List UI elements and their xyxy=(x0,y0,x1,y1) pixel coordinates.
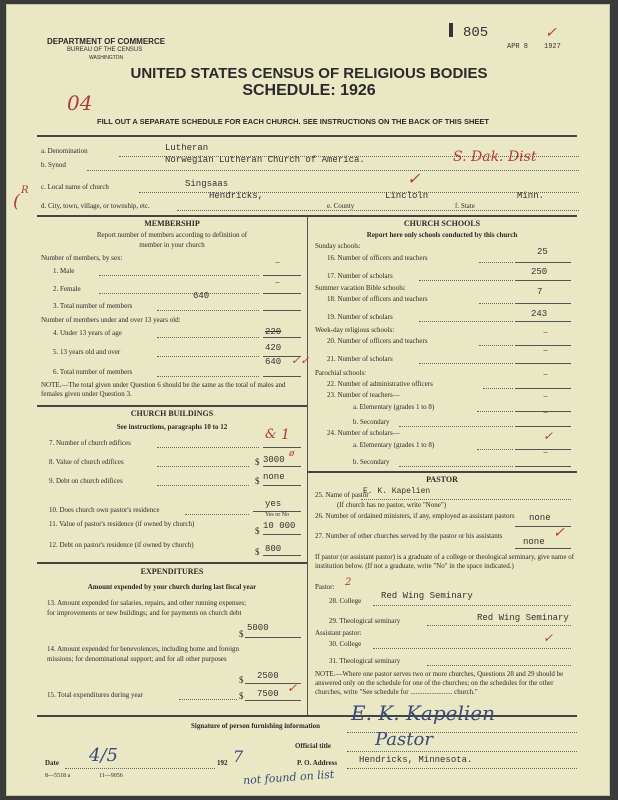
q3-field xyxy=(263,310,301,311)
q15-label: 15. Total expenditures during year xyxy=(47,691,143,699)
q17-line xyxy=(419,280,513,281)
check-mark-icon: ✓ xyxy=(543,631,554,645)
check-mark-icon: ✓ xyxy=(553,525,565,541)
q5-value: 420 xyxy=(265,343,282,353)
q23a-dash: – xyxy=(543,391,548,402)
q8-mark: ø xyxy=(289,449,295,459)
q13-field xyxy=(245,637,301,638)
q25-label: 25. Name of pastor xyxy=(315,491,369,499)
q30-label: 30. College xyxy=(329,640,362,648)
q7-line xyxy=(157,447,259,448)
q1-field xyxy=(263,275,301,276)
q7-value: 1 xyxy=(281,427,290,443)
state-label: f. State xyxy=(455,202,475,210)
bureau-label: BUREAU OF THE CENSUS xyxy=(67,47,143,53)
q27-label: 27. Number of other churches served by the pastor or his assistants xyxy=(315,532,503,540)
expenditures-heading: EXPENDITURES xyxy=(140,567,204,576)
county-label: e. County xyxy=(327,202,355,210)
denomination-label: a. Denomination xyxy=(41,147,88,155)
q7-prefix-mark: & xyxy=(265,427,277,442)
q29-line xyxy=(427,625,571,626)
q9-value: none xyxy=(263,472,285,482)
q24b-label: b. Secondary xyxy=(353,458,390,466)
membership-heading: MEMBERSHIP xyxy=(144,219,200,228)
q1-dash: – xyxy=(275,257,280,268)
q21-dash: – xyxy=(543,345,548,356)
po-address-label: P. O. Address xyxy=(297,759,338,767)
membership-sub1: Report number of members according to definition of xyxy=(96,231,248,239)
q17-label: 17. Number of scholars xyxy=(327,272,393,280)
synod-line xyxy=(87,170,579,171)
city-label-field: d. City, town, village, or township, etc. xyxy=(41,202,150,210)
q6-label: 6. Total number of members xyxy=(53,368,133,376)
q27-value: none xyxy=(523,537,545,547)
q11-field xyxy=(263,534,301,535)
q8-value: 3000 xyxy=(263,455,285,465)
header-divider xyxy=(37,135,577,137)
summer-label: Summer vacation Bible schools: xyxy=(315,284,406,292)
q25-value: E. K. Kapelien xyxy=(363,487,431,496)
pastor-heading: PASTOR xyxy=(426,475,458,484)
q5-line xyxy=(157,356,259,357)
q20-line xyxy=(479,345,513,346)
instruction-line: FILL OUT A SEPARATE SCHEDULE FOR EACH CHURCH. SEE INSTRUCTIONS ON THE BACK OF THIS SHEET xyxy=(97,117,489,126)
q18-value: 7 xyxy=(537,287,543,297)
bottom-divider xyxy=(37,715,577,717)
q26-label: 26. Number of ordained ministers, if any, employed as assistant pastors xyxy=(315,512,515,520)
q22-label: 22. Number of administrative officers xyxy=(327,380,433,388)
city-line xyxy=(177,210,579,211)
q29-value: Red Wing Seminary xyxy=(477,613,569,623)
expenditures-sub: Amount expended by your church during last fiscal year xyxy=(87,583,257,591)
q10-line xyxy=(185,514,249,515)
q16-value: 25 xyxy=(537,247,548,257)
q23a-label: a. Elementary (grades 1 to 8) xyxy=(353,403,435,411)
q10-value: yes xyxy=(265,499,282,509)
schools-divider xyxy=(307,471,577,473)
check-mark-icon: ✓ xyxy=(543,429,554,443)
q6-line xyxy=(157,376,259,377)
city-label: WASHINGTON xyxy=(89,55,124,61)
stamp-date: APR 8 xyxy=(507,43,529,51)
q2-field xyxy=(263,293,301,294)
q22-dash: – xyxy=(543,369,548,380)
bottom-handwritten-note: not found on list xyxy=(242,767,335,788)
pastor-note: NOTE.—Where one pastor serves two or more churches, Questions 28 and 29 should be answered only on the schedule for one of the churches; on the schedules for the other churches, write "See schedule for ........................ church." xyxy=(315,670,564,696)
q21-label: 21. Number of scholars xyxy=(327,355,393,363)
q15-value: 7500 xyxy=(257,689,279,699)
signature-label: Signature of person furnishing information xyxy=(191,722,320,730)
form-code-2: 11—9056 xyxy=(99,773,123,779)
q8-dollar: $ xyxy=(255,457,260,467)
weekday-label: Week-day religious schools: xyxy=(315,326,395,334)
q9-field xyxy=(263,485,301,486)
po-address-value: Hendricks, Minnesota. xyxy=(359,755,473,765)
handwritten-code: 04 xyxy=(67,91,93,115)
parochial-label: Parochial schools: xyxy=(315,369,367,377)
church-name-label: c. Local name of church xyxy=(41,183,109,191)
column-divider xyxy=(307,215,308,715)
q9-label: 9. Debt on church edifices xyxy=(49,477,123,485)
q9-dollar: $ xyxy=(255,476,260,486)
q20-dash: – xyxy=(543,327,548,338)
year-prefix: 192 xyxy=(217,759,228,767)
q28-value: Red Wing Seminary xyxy=(381,591,473,601)
po-address-line xyxy=(347,768,577,769)
assistant-label: Assistant pastor: xyxy=(315,629,362,637)
q19-field xyxy=(515,321,571,322)
pastor-sub-label: Pastor: xyxy=(315,583,335,591)
q21-line xyxy=(419,363,513,364)
title-value: Pastor xyxy=(375,729,433,750)
q12-field xyxy=(263,555,301,556)
q14-label: 14. Amount expended for benevolences, including home and foreign missions; for denominational support; and for all other purposes xyxy=(47,645,240,663)
q18-line xyxy=(479,303,513,304)
q25-note: (If church has no pastor, write "None") xyxy=(337,501,447,509)
q16-label: 16. Number of officers and teachers xyxy=(327,254,428,262)
q14-value: 2500 xyxy=(257,671,279,681)
q19-line xyxy=(419,321,513,322)
q4-label: 4. Under 13 years of age xyxy=(53,329,122,337)
q28-line xyxy=(373,605,571,606)
check-mark-icon: ✓ xyxy=(287,681,298,695)
department-label: DEPARTMENT OF COMMERCE xyxy=(47,37,166,46)
q31-label: 31. Theological seminary xyxy=(329,657,401,665)
q23a-line xyxy=(477,411,513,412)
q18-field xyxy=(515,303,571,304)
church-name-value: Singsaas xyxy=(185,179,229,189)
synod-handwritten: S. Dak. Dist xyxy=(453,149,537,165)
membership-divider xyxy=(37,405,307,407)
q25-line xyxy=(361,499,571,500)
buildings-sub: See instructions, paragraphs 10 to 12 xyxy=(116,423,228,431)
q8-label: 8. Value of church edifices xyxy=(49,458,124,466)
date-label: Date xyxy=(45,759,59,767)
q4-value: 220 xyxy=(265,327,282,337)
buildings-divider xyxy=(37,562,307,564)
county-value: Lincloln xyxy=(385,191,429,201)
church-name-line xyxy=(139,192,579,193)
title-label: Official title xyxy=(295,742,331,750)
date-line xyxy=(65,768,215,769)
check-mark-icon: ✓✓ xyxy=(291,354,310,367)
q4-line xyxy=(157,337,259,338)
q23b-dash: – xyxy=(543,407,548,418)
q17-value: 250 xyxy=(531,267,548,277)
q3-value: 640 xyxy=(193,291,210,301)
q2-dash: – xyxy=(275,277,280,288)
q2-line xyxy=(99,293,259,294)
signature-value: E. K. Kapelien xyxy=(351,701,495,725)
by-sex-label: Number of members, by sex: xyxy=(41,254,123,262)
q23-label: 23. Number of teachers— xyxy=(327,391,400,399)
q17-field xyxy=(515,280,571,281)
q18-label: 18. Number of officers and teachers xyxy=(327,295,428,303)
yes-no-label: Yes or No xyxy=(265,512,290,518)
q13-label: 13. Amount expended for salaries, repairs, and other running expenses; for improvements or new buildings; and for payments on church debt xyxy=(47,599,247,617)
membership-sub2: member in your church xyxy=(139,241,205,249)
title-line xyxy=(347,751,577,752)
q4-field xyxy=(263,337,301,338)
q3-label: 3. Total number of members xyxy=(53,302,133,310)
pastor-hand-mark: 2 xyxy=(345,577,352,588)
q21-field xyxy=(515,363,571,364)
handwritten-a-mark: R xyxy=(21,185,29,196)
q30-line xyxy=(373,648,571,649)
membership-note: NOTE.—The total given under Question 6 should be the same as the total of males and females given under Question 3. xyxy=(41,381,286,398)
q16-field xyxy=(515,262,571,263)
synod-value: Norwegian Lutheran Church of America. xyxy=(165,155,365,165)
form-code: 8—5518 a xyxy=(45,773,71,779)
q24b-dash: – xyxy=(543,447,548,458)
q26-value: none xyxy=(529,513,551,523)
schools-sub: Report here only schools conducted by this church xyxy=(366,231,518,239)
q12-dollar: $ xyxy=(255,547,260,557)
q19-value: 243 xyxy=(531,309,548,319)
stamp-number: 805 xyxy=(463,25,489,41)
q13-value: 5000 xyxy=(247,623,269,633)
q24-label: 24. Number of scholars— xyxy=(327,429,400,437)
q10-label: 10. Does church own pastor's residence xyxy=(49,506,160,514)
q31-line xyxy=(427,665,571,666)
q24b-field xyxy=(515,466,571,467)
q23b-label: b. Secondary xyxy=(353,418,390,426)
stamp-year: 1927 xyxy=(544,43,561,51)
q22-line xyxy=(483,388,513,389)
q20-label: 20. Number of officers and teachers xyxy=(327,337,428,345)
q7-field xyxy=(263,447,301,448)
q22-field xyxy=(515,388,571,389)
q28-label: 28. College xyxy=(329,597,362,605)
q11-value: 10 000 xyxy=(263,521,296,531)
q27-field xyxy=(515,548,571,549)
q14-dollar: $ xyxy=(239,675,244,685)
q12-label: 12. Debt on pastor's residence (if owned by church) xyxy=(49,541,194,549)
q15-dollar: $ xyxy=(239,691,244,701)
q13-dollar: $ xyxy=(239,629,244,639)
synod-label: b. Synod xyxy=(41,161,66,169)
q23b-line xyxy=(399,426,513,427)
q16-line xyxy=(479,262,513,263)
check-mark-icon: ✓ xyxy=(407,169,421,188)
q2-label: 2. Female xyxy=(53,285,81,293)
q19-label: 19. Number of scholars xyxy=(327,313,393,321)
q15-field xyxy=(245,700,301,701)
q12-value: 800 xyxy=(265,544,282,554)
q23b-field xyxy=(515,426,571,427)
age-label: Number of members under and over 13 years old: xyxy=(41,316,181,324)
q8-line xyxy=(157,466,249,467)
check-mark-icon: ✓ xyxy=(545,25,557,41)
q6-field xyxy=(263,376,301,377)
graduate-instructions: If pastor (or assistant pastor) is a graduate of a college or theological seminary, give name of institution below. (If not a graduate, write "No" in the space indicated.) xyxy=(315,553,575,570)
q11-label: 11. Value of pastor's residence (if owned by church) xyxy=(49,520,195,528)
census-schedule-page xyxy=(6,4,610,796)
schedule-title: SCHEDULE: 1926 xyxy=(242,82,376,99)
state-value: Minn. xyxy=(517,191,545,201)
q7-label: 7. Number of church edifices xyxy=(49,439,131,447)
q1-line xyxy=(99,275,259,276)
q8-field xyxy=(263,466,301,467)
denomination-value: Lutheran xyxy=(165,143,209,153)
q9-line xyxy=(157,485,249,486)
q1-label: 1. Male xyxy=(53,267,75,275)
stamp-mark xyxy=(449,23,453,37)
year-hand: 7 xyxy=(233,747,244,766)
q6-value: 640 xyxy=(265,357,282,367)
q24b-line xyxy=(399,466,513,467)
handwritten-bracket-mark: ( xyxy=(13,191,21,212)
sunday-label: Sunday schools: xyxy=(315,242,361,250)
q29-label: 29. Theological seminary xyxy=(329,617,401,625)
form-title: UNITED STATES CENSUS OF RELIGIOUS BODIES xyxy=(130,65,488,82)
q3-line xyxy=(157,310,259,311)
buildings-heading: CHURCH BUILDINGS xyxy=(130,409,214,418)
date-value: 4/5 xyxy=(89,745,118,766)
city-value: Hendricks, xyxy=(209,191,264,201)
q11-dollar: $ xyxy=(255,526,260,536)
schools-heading: CHURCH SCHOOLS xyxy=(403,219,481,228)
q24a-line xyxy=(477,449,513,450)
q24a-label: a. Elementary (grades 1 to 8) xyxy=(353,441,435,449)
q15-line xyxy=(179,699,237,700)
q5-label: 5. 13 years old and over xyxy=(53,348,121,356)
